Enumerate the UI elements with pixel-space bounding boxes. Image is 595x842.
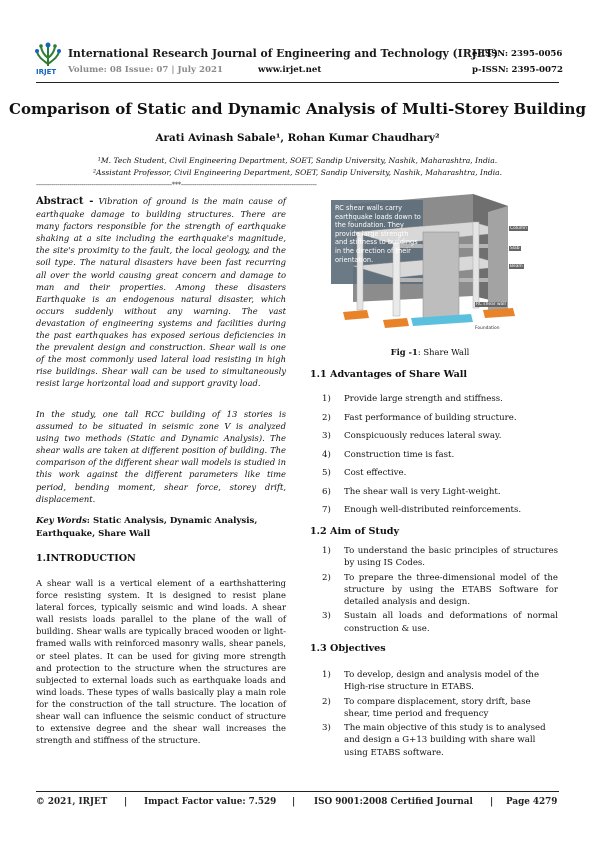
aim-heading: 1.2 Aim of Study [310,526,400,537]
journal-title: International Research Journal of Engineering and Technology (IRJET) [68,47,499,60]
aim-list [310,545,558,637]
affiliation-2: ²Assistant Professor, Civil Engineering Department, SOET, Sandip University, Nashik, Maharashtra, India. [92,168,503,177]
abstract-label: Abstract - [36,196,94,207]
footer-copyright: © 2021, IRJET [36,797,108,807]
footer-page-number: Page 4279 [506,797,558,807]
list-item: 1) To understand the basic principles of structures by using IS Codes. [322,546,558,569]
figure-caption-label: Fig -1 [390,347,418,357]
figure-caption [310,347,550,357]
footer-separator: | [124,797,128,807]
logo-text: IRJET [36,68,57,76]
keywords [36,515,286,541]
intro-text: A shear wall is a vertical element of a earthshattering force resisting system. It is designed to resist plane lateral forces, typically seismic and wind loads. A shear wall resists loads parallel to the plane of the wall of building. Shear walls are typically braced wooden or light-framed walls with reinforced masonry walls, shear panels, or steel plates. It can be used for giving more strength and protection to the structure when the structures are subjected to external loads such as earthquake loads and wind loads. These types of walls basically play a main role for the construction of the tall structure. The location of shear wall can influence the seismic conduct of structure to extensive degree and the shear wall increases the strength and stiffness of the structure. [36,578,286,746]
footer-separator: | [292,797,296,807]
p-issn: p-ISSN: 2395-0072 [472,65,563,75]
keywords-label: Key Words [36,516,87,526]
abstract-paragraph-2: In the study, one tall RCC building of 13 stories is assumed to be situated in seismic zone V is analyzed using two methods (Static and Dynamic Analysis). The shear walls are taken at different position of building. The comparison of the different shear wall models is studied in this work against the different parameters like time period, bending moment, shear force, storey drift, displacement. [36,409,286,504]
journal-logo [33,40,63,78]
objectives-heading: 1.3 Objectives [310,643,386,654]
list-item: 3) Conspicuously reduces lateral sway. [322,431,502,441]
list-item: 6) The shear wall is very Light-weight. [322,486,501,497]
shear-wall-figure [323,192,535,336]
figure-label-beam: Beam [510,264,523,269]
footer-separator: | [490,797,494,807]
figure-label-slab: Slab [510,246,520,251]
journal-website[interactable]: www.irjet.net [258,65,322,75]
journal-volume: Volume: 08 Issue: 07 | July 2021 [68,65,223,75]
figure-label-foundation: Foundation [475,326,500,331]
figure-caption-text: : Share Wall [417,347,470,357]
list-item: 2) To prepare the three-dimensional model of the structure by using the ETABS Software for detailed analysis and design. [322,572,558,608]
list-item: 7) Enough well-distributed reinforcements. [322,505,522,515]
footer-impact-factor: Impact Factor value: 7.529 [144,797,277,807]
abstract-text-1: Vibration of ground is the main cause of earthquake damage to building structures. There are many factors responsible for the strength of earthquake shaking at a site including the earthquake's magnitude, the site's proximity to the fault, the local geology, and the soil type. The natural disasters have been fast recurring all over the world causing great concern and damage to man and their properties. Among these disasters Earthquake is an endogenous natural disaster, which occurs suddenly without any warning. The vast devastation of engineering systems and facilities during the past earthquakes has exposed serious deficiencies in the prevalent design and construction. Shear wall is one of the most commonly used lateral load resisting in high rise buildings. Shear wall can be used to simultaneously resist large horizontal load and support gravity load. [36,196,286,389]
list-item: 1) Provide large strength and stiffness. [322,394,503,404]
figure-box-text: RC shear walls carry earthquake loads down to the foundation. They provide large strength and stiffness to buildings in the direction of their orientation. [335,204,421,264]
figure-label-shear-wall: RC shear wall [476,302,506,307]
figure-label-column: Column [510,226,527,231]
list-item: 5) Cost effective. [322,468,407,478]
list-item: 3) Sustain all loads and deformations of normal construction & use. [322,611,558,634]
list-item: 2) Fast performance of building structure. [322,412,517,423]
paper-authors: Arati Avinash Sabale¹, Rohan Kumar Chaudhary² [155,132,440,144]
e-issn: e-ISSN: 2395-0056 [472,49,563,59]
paper-title: Comparison of Static and Dynamic Analysis of Multi-Storey Building [9,100,586,118]
separator-line: ---------------------------------------------------------------------***--------------------------------------------------------------------- [36,181,317,189]
abstract [36,195,286,390]
affiliation-1: ¹M. Tech Student, Civil Engineering Department, SOET, Sandip University, Nashik, Maharashtra, India. [97,156,498,165]
list-item: 4) Construction time is fast. [322,449,455,460]
list-item: 1) To develop, design and analysis model of the High-rise structure in ETABS. [322,670,540,693]
intro-heading: 1.INTRODUCTION [36,553,136,564]
advantages-list [310,394,560,524]
header-rule [36,82,559,83]
advantages-heading: 1.1 Advantages of Share Wall [310,369,468,380]
footer-iso: ISO 9001:2008 Certified Journal [314,797,473,807]
list-item: 2) To compare displacement, story drift, base shear, time period and frequency [322,696,531,719]
keywords-text: : Static Analysis, Dynamic Analysis, Earthquake, Share Wall [36,516,258,539]
objectives-list [310,669,558,761]
footer-rule [36,791,559,792]
list-item: 3) The main objective of this study is to analysed and design a G+13 building with share wall using ETABS software. [322,723,546,758]
